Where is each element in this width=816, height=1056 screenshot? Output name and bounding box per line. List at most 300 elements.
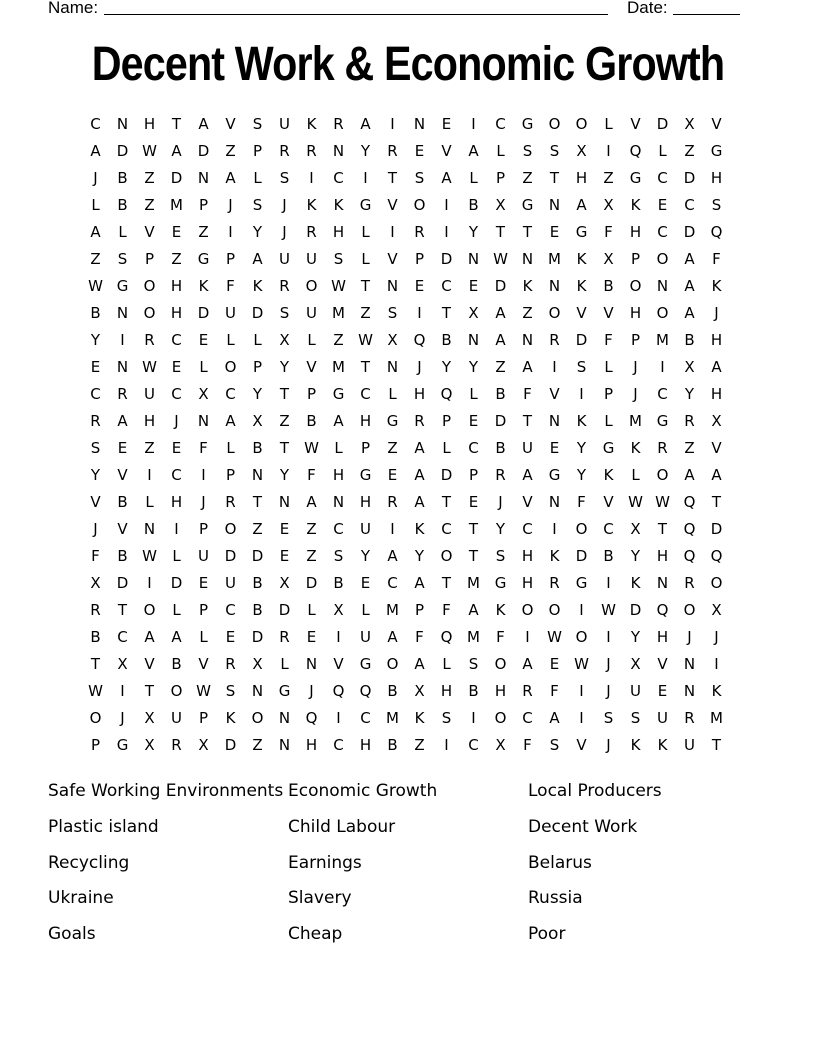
grid-letter: S: [252, 115, 263, 133]
grid-letter: X: [144, 736, 155, 754]
grid-letter: V: [603, 493, 614, 511]
grid-letter: A: [414, 574, 425, 592]
grid-letter: X: [495, 196, 506, 214]
grid-letter: L: [253, 331, 262, 349]
grid-letter: R: [549, 331, 560, 349]
grid-letter: V: [306, 358, 317, 376]
grid-letter: O: [575, 628, 588, 646]
grid-letter: Z: [306, 547, 317, 565]
grid-letter: P: [495, 169, 506, 187]
grid-letter: I: [309, 169, 314, 187]
grid-row: [82, 138, 730, 165]
grid-letter: T: [468, 520, 479, 538]
grid-letter: V: [387, 250, 398, 268]
grid-letter: T: [144, 682, 155, 700]
grid-letter: K: [333, 196, 344, 214]
grid-letter: P: [360, 439, 371, 457]
grid-letter: S: [333, 250, 344, 268]
grid-letter: E: [171, 358, 182, 376]
grid-letter: E: [360, 574, 371, 592]
grid-letter: N: [548, 412, 561, 430]
grid-letter: B: [306, 412, 317, 430]
grid-letter: E: [468, 493, 479, 511]
grid-letter: J: [228, 196, 233, 214]
grid-letter: H: [656, 547, 669, 565]
grid-letter: N: [332, 493, 345, 511]
grid-letter: A: [90, 142, 101, 160]
grid-letter: R: [549, 574, 560, 592]
word-search-grid: [82, 111, 730, 759]
grid-letter: Q: [683, 547, 696, 565]
grid-letter: L: [280, 655, 289, 673]
grid-letter: B: [495, 439, 506, 457]
grid-letter: D: [683, 169, 696, 187]
grid-letter: W: [142, 358, 157, 376]
grid-letter: A: [522, 466, 533, 484]
grid-letter: Y: [630, 628, 641, 646]
grid-row: [82, 570, 730, 597]
grid-letter: D: [170, 169, 183, 187]
grid-letter: X: [684, 115, 695, 133]
grid-letter: R: [117, 385, 128, 403]
grid-letter: K: [198, 277, 209, 295]
grid-letter: Z: [90, 250, 101, 268]
grid-letter: U: [306, 250, 317, 268]
grid-letter: I: [336, 628, 341, 646]
grid-letter: G: [359, 196, 372, 214]
grid-letter: Y: [468, 223, 479, 241]
grid-letter: I: [471, 709, 476, 727]
grid-letter: K: [414, 709, 425, 727]
header: [48, 0, 748, 20]
grid-letter: R: [279, 277, 290, 295]
grid-letter: K: [414, 520, 425, 538]
word-list-item: Ukraine: [48, 888, 114, 909]
grid-letter: H: [656, 628, 669, 646]
grid-letter: A: [306, 493, 317, 511]
grid-letter: Q: [656, 601, 669, 619]
grid-letter: C: [657, 385, 668, 403]
grid-letter: O: [656, 304, 669, 322]
grid-letter: L: [253, 169, 262, 187]
grid-letter: C: [468, 439, 479, 457]
grid-letter: V: [90, 493, 101, 511]
grid-letter: P: [198, 196, 209, 214]
grid-letter: F: [415, 628, 424, 646]
grid-letter: G: [116, 277, 129, 295]
grid-letter: A: [333, 412, 344, 430]
grid-letter: R: [306, 223, 317, 241]
grid-letter: U: [225, 574, 236, 592]
grid-letter: V: [711, 439, 722, 457]
grid-letter: R: [684, 709, 695, 727]
grid-letter: C: [360, 385, 371, 403]
grid-letter: B: [441, 331, 452, 349]
grid-letter: F: [496, 628, 505, 646]
grid-letter: I: [606, 628, 611, 646]
grid-letter: M: [386, 709, 399, 727]
grid-letter: G: [602, 439, 615, 457]
grid-letter: I: [363, 169, 368, 187]
grid-letter: N: [251, 682, 264, 700]
grid-letter: J: [498, 493, 503, 511]
grid-letter: A: [522, 358, 533, 376]
grid-letter: Y: [90, 466, 101, 484]
grid-letter: C: [171, 385, 182, 403]
grid-letter: E: [414, 142, 425, 160]
grid-letter: I: [552, 358, 557, 376]
grid-letter: D: [116, 574, 129, 592]
grid-letter: T: [549, 169, 560, 187]
grid-row: [82, 462, 730, 489]
word-list-item: Goals: [48, 924, 96, 945]
word-list-item: Poor: [528, 924, 566, 945]
grid-letter: P: [252, 358, 263, 376]
grid-letter: I: [525, 628, 530, 646]
grid-letter: X: [198, 736, 209, 754]
grid-letter: B: [495, 385, 506, 403]
grid-letter: G: [656, 412, 669, 430]
grid-letter: I: [336, 709, 341, 727]
grid-letter: I: [552, 520, 557, 538]
grid-letter: Q: [440, 385, 453, 403]
grid-letter: Y: [684, 385, 695, 403]
grid-letter: D: [251, 547, 264, 565]
grid-letter: N: [548, 493, 561, 511]
grid-letter: D: [197, 142, 210, 160]
grid-letter: C: [333, 520, 344, 538]
grid-letter: N: [548, 277, 561, 295]
grid-letter: B: [468, 196, 479, 214]
grid-letter: A: [684, 250, 695, 268]
grid-letter: Z: [252, 736, 263, 754]
grid-letter: L: [172, 547, 181, 565]
grid-letter: N: [197, 169, 210, 187]
grid-letter: L: [469, 169, 478, 187]
grid-letter: N: [116, 304, 129, 322]
grid-letter: I: [390, 223, 395, 241]
grid-letter: E: [468, 277, 479, 295]
grid-letter: R: [684, 574, 695, 592]
grid-letter: Y: [252, 223, 263, 241]
grid-letter: V: [576, 736, 587, 754]
grid-letter: L: [199, 628, 208, 646]
grid-letter: B: [684, 331, 695, 349]
grid-letter: E: [414, 277, 425, 295]
grid-letter: N: [683, 682, 696, 700]
grid-letter: B: [117, 493, 128, 511]
grid-letter: U: [684, 736, 695, 754]
grid-letter: E: [279, 547, 290, 565]
grid-letter: L: [658, 142, 667, 160]
grid-letter: Z: [387, 439, 398, 457]
grid-letter: A: [171, 142, 182, 160]
grid-letter: F: [577, 493, 586, 511]
grid-letter: X: [630, 520, 641, 538]
grid-letter: O: [629, 277, 642, 295]
grid-letter: R: [279, 142, 290, 160]
grid-letter: D: [197, 304, 210, 322]
grid-row: [82, 273, 730, 300]
grid-letter: V: [711, 115, 722, 133]
grid-letter: X: [90, 574, 101, 592]
grid-letter: M: [332, 304, 345, 322]
grid-letter: F: [91, 547, 100, 565]
grid-letter: Q: [710, 547, 723, 565]
grid-letter: N: [197, 412, 210, 430]
grid-letter: A: [198, 115, 209, 133]
grid-letter: I: [120, 682, 125, 700]
grid-letter: S: [414, 169, 425, 187]
grid-letter: K: [252, 277, 263, 295]
grid-letter: R: [657, 439, 668, 457]
grid-letter: K: [603, 466, 614, 484]
grid-letter: O: [170, 682, 183, 700]
grid-letter: C: [495, 115, 506, 133]
grid-letter: L: [91, 196, 100, 214]
grid-letter: V: [603, 304, 614, 322]
grid-letter: Z: [684, 142, 695, 160]
grid-letter: C: [171, 466, 182, 484]
grid-row: [82, 489, 730, 516]
grid-letter: S: [90, 439, 101, 457]
grid-letter: N: [656, 574, 669, 592]
word-list-item: Local Producers: [528, 781, 662, 801]
grid-letter: L: [631, 466, 640, 484]
grid-letter: A: [414, 439, 425, 457]
grid-letter: X: [576, 142, 587, 160]
grid-letter: O: [521, 601, 534, 619]
grid-letter: A: [549, 709, 560, 727]
grid-letter: Z: [603, 169, 614, 187]
grid-letter: I: [444, 736, 449, 754]
grid-letter: D: [251, 304, 264, 322]
grid-row: [82, 678, 730, 705]
grid-letter: L: [469, 385, 478, 403]
grid-letter: O: [413, 196, 426, 214]
grid-letter: F: [307, 466, 316, 484]
grid-letter: E: [549, 655, 560, 673]
grid-letter: A: [252, 250, 263, 268]
word-list-item: Decent Work: [528, 816, 638, 837]
grid-letter: N: [656, 277, 669, 295]
grid-letter: C: [657, 223, 668, 241]
grid-letter: R: [90, 601, 101, 619]
grid-letter: A: [468, 142, 479, 160]
grid-letter: T: [387, 169, 398, 187]
grid-letter: G: [359, 655, 372, 673]
word-list-item: Economic Growth: [288, 781, 438, 801]
grid-letter: B: [117, 196, 128, 214]
grid-letter: E: [306, 628, 317, 646]
grid-letter: B: [171, 655, 182, 673]
grid-letter: W: [196, 682, 211, 700]
grid-letter: S: [711, 196, 722, 214]
grid-letter: G: [359, 466, 372, 484]
grid-letter: I: [579, 385, 584, 403]
grid-row: [82, 624, 730, 651]
grid-letter: X: [468, 304, 479, 322]
grid-letter: C: [441, 520, 452, 538]
grid-letter: H: [521, 547, 534, 565]
grid-letter: N: [278, 736, 291, 754]
grid-letter: I: [579, 601, 584, 619]
grid-letter: V: [522, 493, 533, 511]
grid-letter: W: [601, 601, 616, 619]
grid-letter: P: [306, 385, 317, 403]
grid-letter: G: [386, 412, 399, 430]
grid-letter: W: [655, 493, 670, 511]
grid-letter: G: [494, 574, 507, 592]
grid-letter: A: [684, 304, 695, 322]
grid-letter: H: [629, 304, 642, 322]
grid-letter: Z: [522, 169, 533, 187]
grid-letter: H: [629, 223, 642, 241]
grid-letter: R: [279, 628, 290, 646]
grid-letter: S: [225, 682, 236, 700]
grid-row: [82, 597, 730, 624]
grid-letter: E: [198, 331, 209, 349]
grid-letter: J: [309, 682, 314, 700]
grid-letter: Z: [522, 304, 533, 322]
grid-letter: K: [576, 277, 587, 295]
grid-letter: J: [606, 736, 611, 754]
grid-letter: I: [228, 223, 233, 241]
grid-letter: H: [413, 385, 426, 403]
grid-letter: Q: [440, 628, 453, 646]
grid-letter: O: [224, 358, 237, 376]
grid-letter: D: [116, 142, 129, 160]
grid-letter: M: [467, 628, 480, 646]
grid-letter: R: [333, 115, 344, 133]
grid-letter: V: [630, 115, 641, 133]
grid-letter: F: [604, 223, 613, 241]
grid-letter: W: [574, 655, 589, 673]
grid-letter: W: [331, 277, 346, 295]
grid-letter: A: [495, 331, 506, 349]
grid-letter: M: [710, 709, 723, 727]
grid-letter: I: [147, 466, 152, 484]
grid-letter: D: [494, 412, 507, 430]
grid-letter: T: [360, 358, 371, 376]
grid-letter: I: [120, 331, 125, 349]
grid-letter: Z: [279, 412, 290, 430]
grid-letter: Y: [414, 547, 425, 565]
grid-letter: J: [633, 358, 638, 376]
grid-letter: H: [170, 277, 183, 295]
grid-letter: H: [305, 736, 318, 754]
grid-letter: T: [522, 412, 533, 430]
grid-letter: O: [548, 115, 561, 133]
grid-letter: I: [606, 574, 611, 592]
grid-letter: L: [226, 439, 235, 457]
grid-letter: A: [414, 493, 425, 511]
grid-letter: D: [251, 628, 264, 646]
grid-letter: X: [414, 682, 425, 700]
grid-letter: Y: [360, 547, 371, 565]
grid-row: [82, 354, 730, 381]
grid-letter: N: [413, 115, 426, 133]
grid-row: [82, 732, 730, 759]
grid-letter: D: [440, 250, 453, 268]
grid-letter: B: [117, 169, 128, 187]
grid-letter: Z: [171, 250, 182, 268]
grid-letter: L: [145, 493, 154, 511]
grid-letter: T: [711, 736, 722, 754]
grid-letter: I: [660, 358, 665, 376]
grid-letter: U: [522, 439, 533, 457]
grid-letter: Z: [198, 223, 209, 241]
grid-letter: E: [117, 439, 128, 457]
grid-letter: A: [684, 277, 695, 295]
grid-letter: N: [251, 466, 264, 484]
grid-letter: E: [468, 412, 479, 430]
grid-letter: O: [683, 601, 696, 619]
grid-letter: M: [386, 601, 399, 619]
grid-letter: A: [225, 412, 236, 430]
grid-letter: J: [633, 385, 638, 403]
grid-letter: N: [332, 142, 345, 160]
grid-letter: G: [332, 385, 345, 403]
grid-letter: U: [360, 628, 371, 646]
grid-letter: O: [656, 250, 669, 268]
grid-letter: P: [603, 385, 614, 403]
grid-letter: T: [468, 547, 479, 565]
grid-letter: N: [467, 331, 480, 349]
grid-letter: V: [441, 142, 452, 160]
grid-letter: U: [657, 709, 668, 727]
grid-letter: G: [278, 682, 291, 700]
grid-letter: F: [199, 439, 208, 457]
grid-letter: C: [684, 196, 695, 214]
grid-letter: P: [441, 412, 452, 430]
grid-letter: Y: [576, 439, 587, 457]
grid-letter: P: [90, 736, 101, 754]
grid-letter: I: [390, 520, 395, 538]
grid-letter: R: [90, 412, 101, 430]
grid-row: [82, 246, 730, 273]
grid-letter: C: [333, 169, 344, 187]
grid-letter: H: [710, 169, 723, 187]
name-label: Name:: [48, 0, 99, 17]
grid-letter: E: [279, 520, 290, 538]
grid-row: [82, 192, 730, 219]
grid-letter: D: [170, 574, 183, 592]
grid-letter: V: [225, 115, 236, 133]
grid-letter: B: [333, 574, 344, 592]
grid-letter: H: [494, 682, 507, 700]
grid-letter: A: [225, 169, 236, 187]
grid-letter: Q: [683, 493, 696, 511]
grid-letter: Y: [279, 358, 290, 376]
grid-letter: Y: [360, 142, 371, 160]
grid-letter: Z: [360, 304, 371, 322]
word-list-item: Safe Working Environments: [48, 781, 284, 801]
grid-letter: P: [144, 250, 155, 268]
grid-letter: K: [522, 277, 533, 295]
grid-letter: H: [143, 412, 156, 430]
grid-letter: K: [630, 574, 641, 592]
grid-letter: D: [656, 115, 669, 133]
grid-letter: J: [282, 196, 287, 214]
grid-letter: S: [279, 169, 290, 187]
grid-letter: D: [629, 601, 642, 619]
grid-letter: H: [359, 493, 372, 511]
grid-letter: A: [171, 628, 182, 646]
grid-letter: L: [307, 601, 316, 619]
grid-letter: A: [90, 223, 101, 241]
grid-letter: B: [90, 304, 101, 322]
